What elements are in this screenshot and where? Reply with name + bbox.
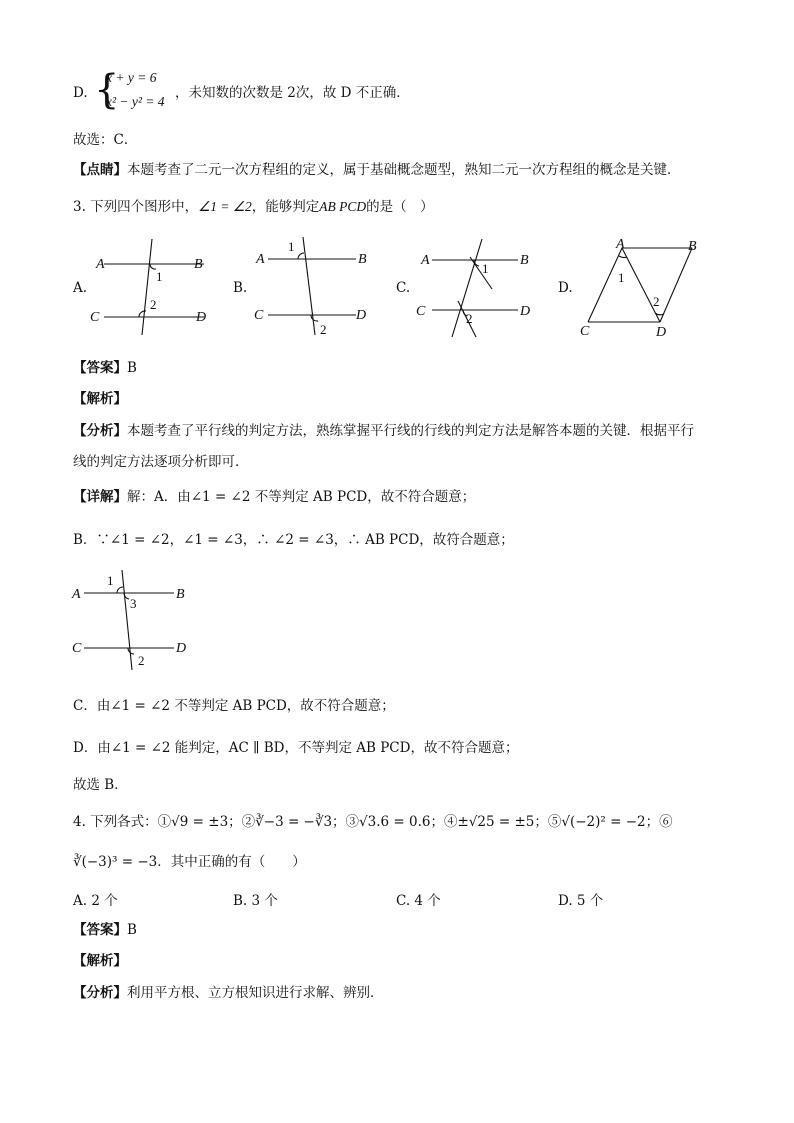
figure-b	[252, 235, 382, 335]
q3-detail-d: D．由∠1 = ∠2 能判定，AC ∥ BD，不等判定 AB PCD，故不符合题意；	[73, 740, 519, 756]
q3-analysis-2: 线的判定方法逐项分析即可．	[73, 454, 249, 470]
label-b: B	[520, 253, 529, 268]
q3-explain-tag: 【解析】	[73, 391, 127, 407]
label-d: D	[656, 325, 667, 340]
q4-option-d: D. 5 个	[558, 893, 604, 909]
label-1: 1	[156, 269, 163, 284]
d-option-comment: ，未知数的次数是 2次，故 D 不正确．	[175, 85, 410, 101]
figure-d	[578, 238, 708, 338]
angle-arc-1	[298, 253, 304, 259]
label-3: 3	[130, 596, 137, 611]
label-c: C	[72, 641, 82, 656]
q4-option-a: A. 2 个	[73, 893, 118, 909]
q3-choice: 故选 B．	[73, 777, 128, 793]
q2-note	[73, 160, 681, 180]
q3-detail-b: B．∵∠1 = ∠2，∠1 = ∠3，∴ ∠2 = ∠3，∴ AB PCD，故符合题意；	[73, 532, 514, 548]
angle-arc-1	[117, 587, 123, 593]
q3-detail-c: C．由∠1 = ∠2 不等判定 AB PCD，故不符合题意；	[73, 698, 395, 714]
label-b: B	[688, 239, 697, 254]
transversal	[122, 570, 132, 670]
equation-1: x + y = 6	[106, 70, 157, 85]
label-1: 1	[482, 261, 489, 276]
note-text: 本题考查了二元一次方程组的定义，属于基础概念题型，熟知二元一次方程组的概念是关键．	[127, 162, 681, 178]
q3-option-c: C.	[396, 280, 411, 296]
label-2: 2	[150, 297, 157, 312]
q4-stem-1: 4. 下列各式：①√9 = ±3；②∛−3 = −∛3；③√3.6 = 0.6；④±√25 = ±5；⑤√(−2)² = −2；⑥	[73, 814, 673, 830]
analysis-text: 利用平方根、立方根知识进行求解、辨别．	[127, 985, 384, 1001]
answer-value: B	[127, 922, 137, 938]
figure-explain	[70, 568, 200, 673]
label-d: D	[356, 308, 367, 323]
label-2: 2	[466, 311, 473, 326]
label-d: D	[520, 304, 531, 319]
label-b: B	[358, 252, 367, 267]
label-d: D	[176, 641, 187, 656]
label-2: 2	[320, 322, 327, 337]
q4-stem-2: ∛(−3)³ = −3．其中正确的有（ ）	[73, 854, 306, 870]
label-c: C	[254, 308, 264, 323]
q4-option-c: C. 4 个	[396, 893, 441, 909]
side-bd	[660, 248, 692, 322]
slant-line-1	[470, 257, 492, 289]
label-1: 1	[107, 573, 114, 588]
diagonal-ad	[622, 248, 660, 322]
q4-option-b: B. 3 个	[233, 893, 278, 909]
label-b: B	[194, 257, 203, 272]
label-a: A	[256, 252, 265, 267]
q3-stem-c: 的是（ ）	[366, 199, 434, 215]
figure-c	[416, 235, 546, 340]
label-c: C	[580, 324, 590, 339]
q4-explain-tag: 【解析】	[73, 953, 127, 969]
detail-tag: 【详解】	[73, 489, 127, 505]
answer-value: B	[127, 360, 137, 376]
angle-arc-2	[128, 648, 134, 654]
brace-icon: {	[94, 67, 120, 113]
q3-option-b: B.	[233, 280, 248, 296]
figure-a	[90, 235, 220, 335]
q3-stem-angle: ∠1 = ∠2	[198, 199, 252, 214]
q4-analysis	[73, 983, 384, 1003]
q3-analysis-1	[73, 421, 694, 441]
equation-2: x² − y² = 4	[106, 94, 165, 109]
q3-detail-a	[73, 487, 475, 507]
label-1: 1	[618, 270, 625, 285]
q3-answer	[73, 358, 137, 378]
note-tag: 【点睛】	[73, 162, 127, 178]
answer-tag: 【答案】	[73, 360, 127, 376]
label-2: 2	[138, 653, 145, 668]
q3-option-d: D.	[558, 280, 573, 296]
label-c: C	[416, 304, 426, 319]
detail-a-text: 解：A．由∠1 = ∠2 不等判定 AB PCD，故不符合题意；	[127, 489, 476, 505]
d-option-label: D.	[73, 85, 88, 101]
label-c: C	[90, 310, 100, 325]
analysis-tag: 【分析】	[73, 985, 127, 1001]
side-ac	[588, 248, 622, 322]
label-2: 2	[653, 294, 660, 309]
label-a: A	[96, 257, 105, 272]
transversal	[142, 239, 152, 335]
q2-choice: 故选：C．	[73, 132, 138, 148]
angle-arc-2	[311, 315, 318, 321]
label-b: B	[176, 587, 185, 602]
label-1: 1	[288, 239, 295, 254]
label-a: A	[616, 237, 625, 252]
label-d: D	[196, 310, 207, 325]
label-a: A	[421, 253, 430, 268]
label-a: A	[72, 587, 81, 602]
q4-answer	[73, 920, 137, 940]
analysis-text-1: 本题考查了平行线的判定方法，熟练掌握平行线的行线的判定方法是解答本题的关键．根据平行	[127, 423, 694, 439]
q3-stem-a: 3. 下列四个图形中，	[73, 199, 199, 215]
q3-stem	[73, 197, 434, 217]
analysis-tag: 【分析】	[73, 423, 127, 439]
q3-stem-b: ，能够判定	[251, 199, 320, 215]
q3-option-a: A.	[73, 280, 88, 296]
answer-tag: 【答案】	[73, 922, 127, 938]
q3-stem-ab: AB PCD	[319, 199, 367, 214]
